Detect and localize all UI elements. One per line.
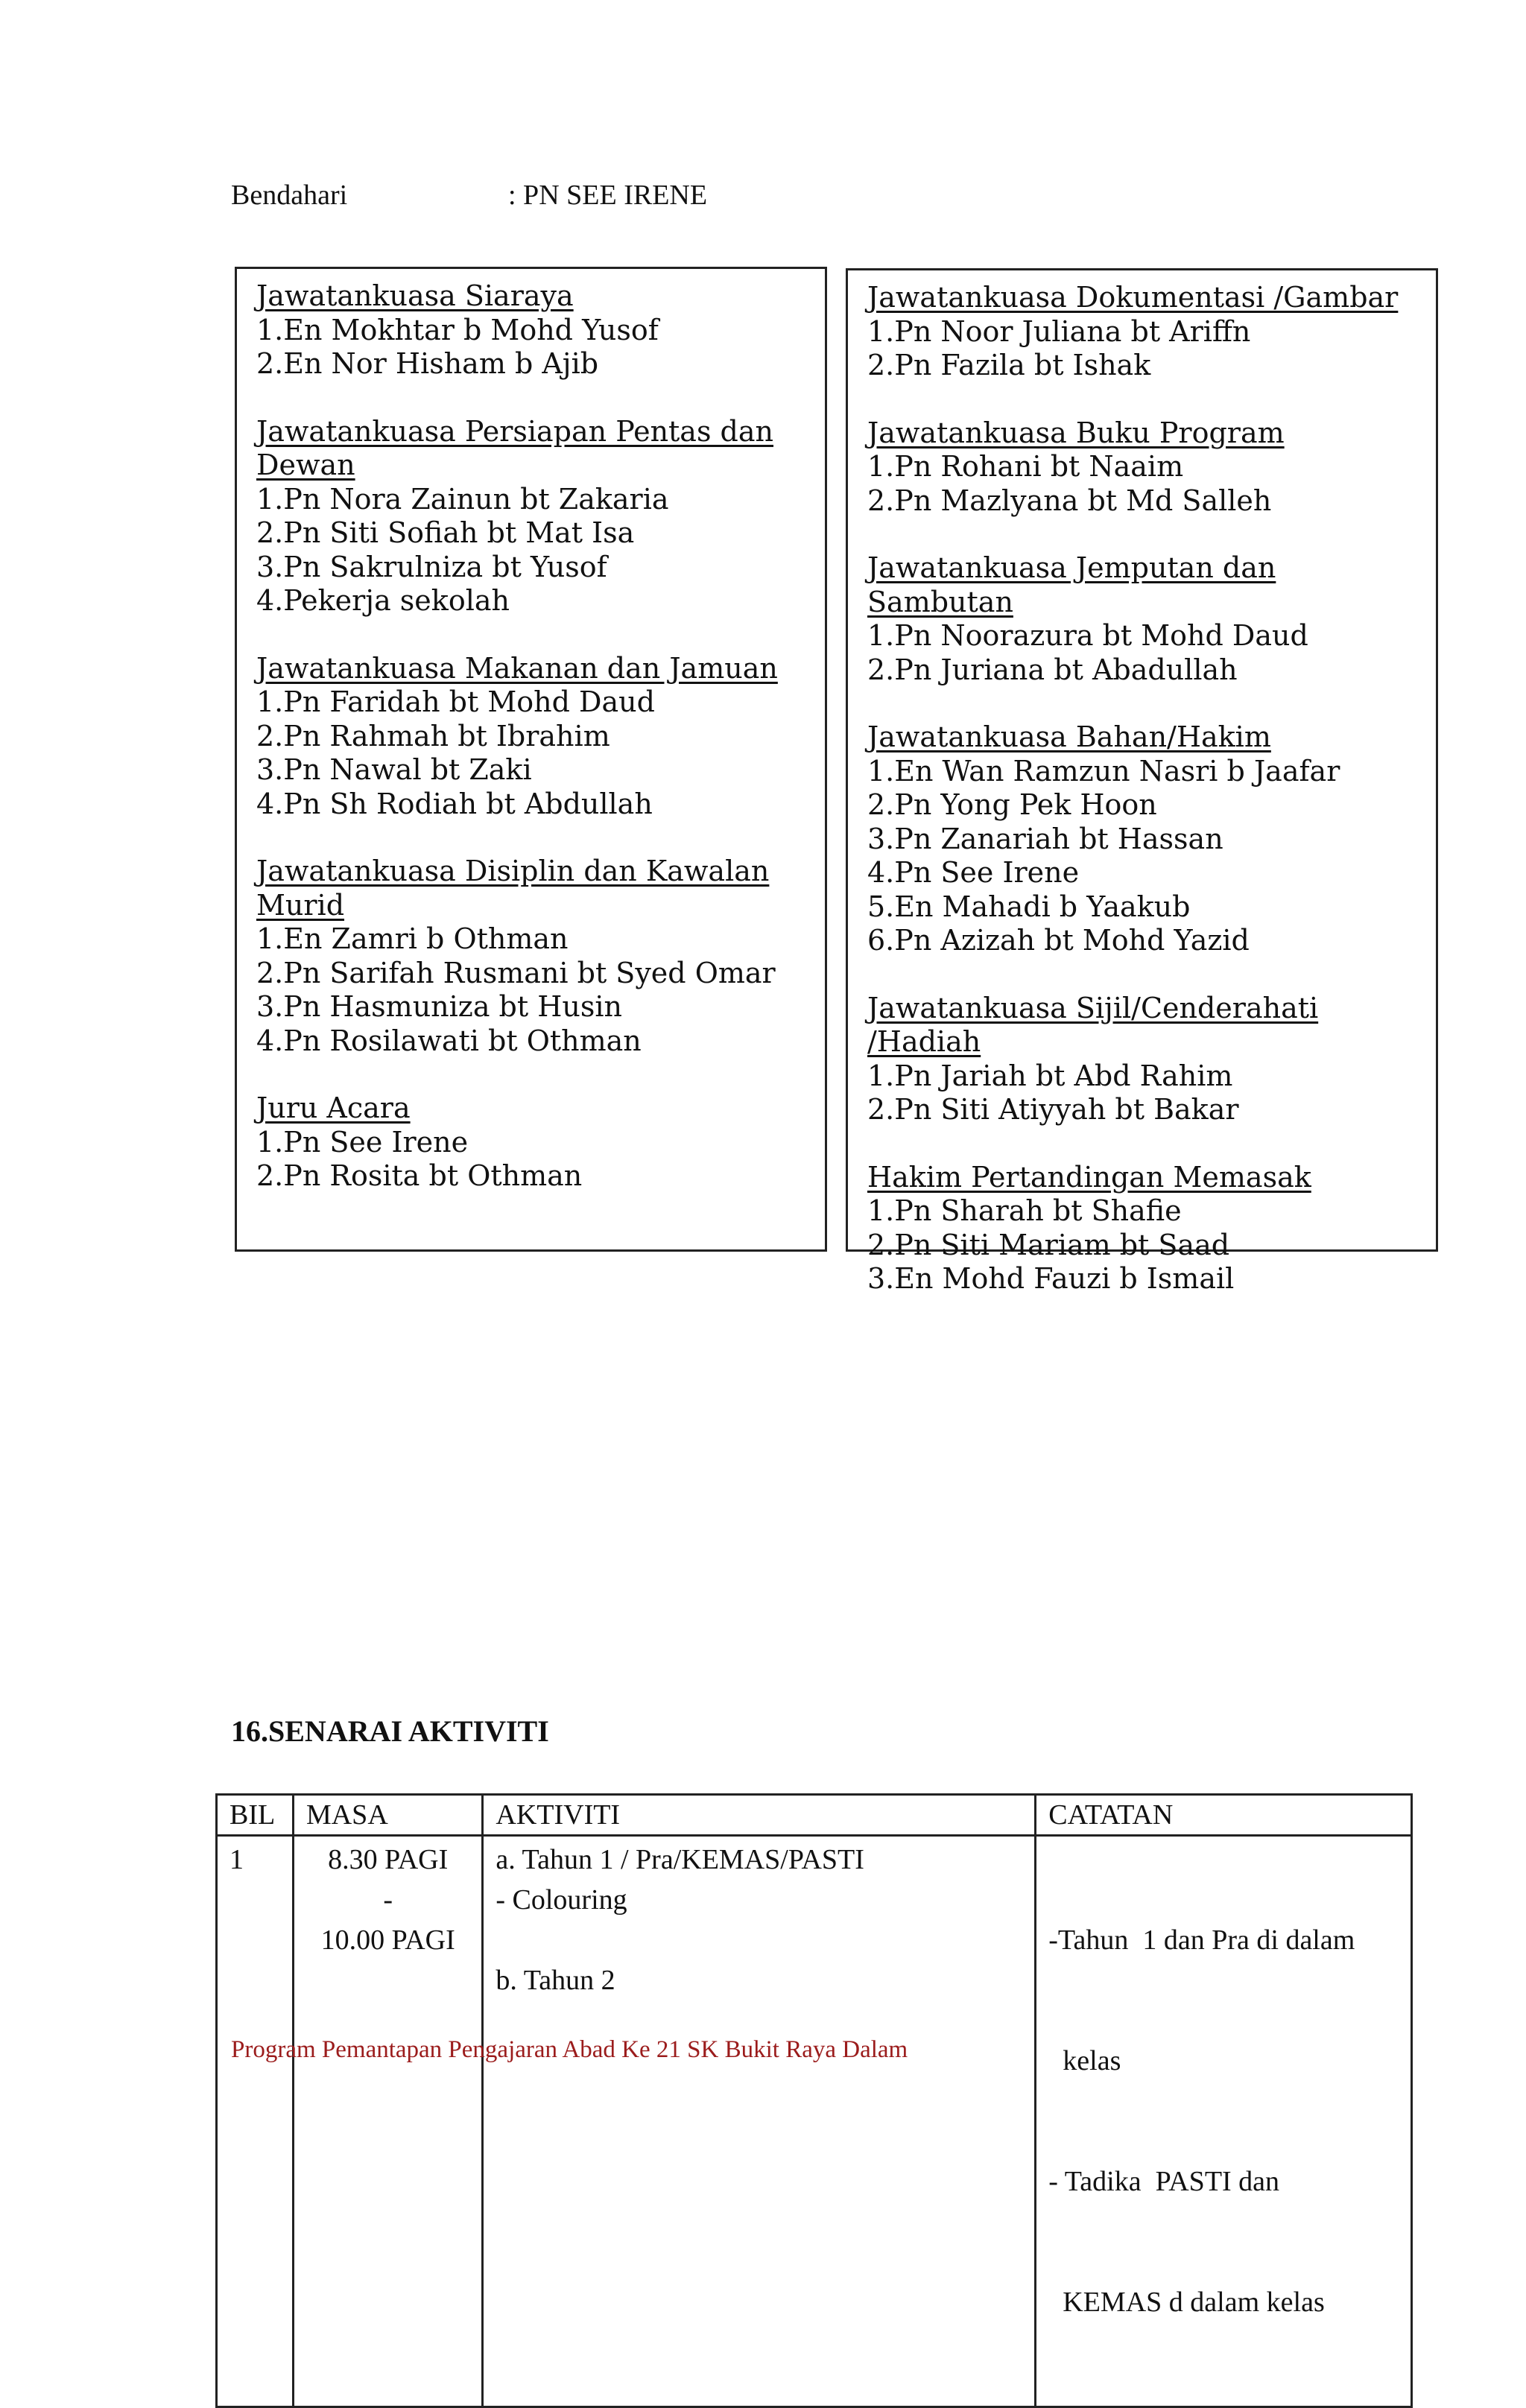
committee-member: 4.Pn See Irene (867, 856, 1080, 889)
committee-member: 3.Pn Nawal bt Zaki (256, 753, 532, 786)
committee-member: 2.En Nor Hisham b Ajib (256, 347, 599, 380)
committee-title: Jawatankuasa Buku Program (867, 416, 1285, 449)
committee-member: 1.En Mokhtar b Mohd Yusof (256, 313, 659, 346)
committee-member: 2.Pn Siti Mariam bt Saad (867, 1228, 1230, 1261)
committee-title: Murid (256, 888, 345, 922)
committee-member: 1.Pn Faridah bt Mohd Daud (256, 685, 655, 718)
committee-title: Jawatankuasa Siaraya (256, 279, 574, 312)
committee-member: 2.Pn Yong Pek Hoon (867, 788, 1157, 821)
committee-member: 1.Pn Noor Juliana bt Ariffn (867, 314, 1251, 348)
catatan-line: kelas (1048, 2045, 1121, 2076)
masa-line: - (383, 1884, 393, 1916)
committee-title: Juru Acara (256, 1091, 411, 1124)
aktiviti-line (496, 1920, 1022, 1960)
aktiviti-line: - Colouring (496, 1884, 627, 1916)
committee-member: 1.Pn Jariah bt Abd Rahim (867, 1059, 1233, 1092)
bendahari-value: : PN SEE IRENE (508, 180, 708, 211)
catatan-line: - Tadika PASTI dan (1048, 2166, 1280, 2197)
aktiviti-line: b. Tahun 2 (496, 1965, 615, 1996)
committee-group (256, 415, 805, 618)
committee-member: 2.Pn Sarifah Rusmani bt Syed Omar (256, 956, 776, 989)
committee-member: 1.Pn Sharah bt Shafie (867, 1194, 1182, 1227)
activity-table (215, 1793, 1413, 2408)
committee-group (867, 551, 1416, 687)
committee-box-right (846, 268, 1438, 1295)
committee-member: 4.Pn Rosilawati bt Othman (256, 1024, 642, 1057)
committee-member: 2.Pn Siti Sofiah bt Mat Isa (256, 516, 635, 549)
committee-member: 1.Pn Noorazura bt Mohd Daud (867, 619, 1308, 652)
committee-title: Jawatankuasa Sijil/Cenderahati /Hadiah (867, 991, 1319, 1058)
header-aktiviti: AKTIVITI (483, 1795, 1036, 1836)
committee-member: 1.Pn Rohani bt Naaim (867, 450, 1184, 483)
committee-member: 3.Pn Zanariah bt Hassan (867, 822, 1223, 855)
committee-group (867, 1161, 1416, 1296)
cell-aktiviti (483, 1836, 1036, 2407)
bendahari-row (231, 179, 708, 212)
catatan-line: -Tahun 1 dan Pra di dalam (1048, 1924, 1355, 1956)
committee-group (256, 279, 805, 381)
committee-member: 2.Pn Mazlyana bt Md Salleh (867, 484, 1272, 517)
header-bil: BIL (217, 1795, 294, 1836)
committee-group (867, 992, 1416, 1127)
committee-group (867, 416, 1416, 519)
committee-member: 3.Pn Hasmuniza bt Husin (256, 990, 622, 1023)
committee-group (256, 652, 805, 822)
catatan-line: KEMAS d dalam kelas (1048, 2287, 1325, 2318)
committee-member: 5.En Mahadi b Yaakub (867, 890, 1191, 923)
cell-bil: 1 (217, 1836, 294, 2407)
committee-member: 2.Pn Siti Atiyyah bt Bakar (867, 1093, 1239, 1126)
committee-member: 6.Pn Azizah bt Mohd Yazid (867, 924, 1250, 957)
committee-group (256, 1091, 805, 1194)
committee-group (256, 855, 805, 1058)
committee-group (867, 281, 1416, 383)
header-masa: MASA (293, 1795, 482, 1836)
masa-line (306, 1960, 469, 2000)
committee-member: 3.En Mohd Fauzi b Ismail (867, 1262, 1235, 1295)
committee-member: 1.En Zamri b Othman (256, 922, 569, 955)
committee-member: 2.Pn Rosita bt Othman (256, 1159, 583, 1192)
committee-title: Jawatankuasa Makanan dan Jamuan (256, 651, 778, 685)
table-header-row (217, 1795, 1412, 1836)
masa-line: 10.00 PAGI (320, 1924, 455, 1956)
committee-member: 2.Pn Juriana bt Abadullah (867, 653, 1238, 686)
committee-member: 2.Pn Fazila bt Ishak (867, 349, 1151, 381)
committee-title: Dewan (256, 449, 355, 481)
committee-member: 1.En Wan Ramzun Nasri b Jaafar (867, 754, 1340, 788)
committee-member: 4.Pn Sh Rodiah bt Abdullah (256, 787, 653, 820)
committee-box-left (235, 267, 827, 1252)
committee-group (867, 720, 1416, 958)
committee-member: 1.Pn Nora Zainun bt Zakaria (256, 482, 669, 516)
committee-title: Jawatankuasa Disiplin dan Kawalan (256, 855, 770, 887)
cell-catatan (1036, 1836, 1412, 2407)
cell-masa (293, 1836, 482, 2407)
header-catatan: CATATAN (1036, 1795, 1412, 1836)
committee-member: 2.Pn Rahmah bt Ibrahim (256, 719, 610, 752)
committee-title: Jawatankuasa Dokumentasi /Gambar (867, 281, 1399, 314)
section-title: 16.SENARAI AKTIVITI (231, 1714, 549, 1748)
masa-line: 8.30 PAGI (328, 1844, 449, 1875)
committee-member: 3.Pn Sakrulniza bt Yusof (256, 550, 607, 583)
page-footer: Program Pemantapan Pengajaran Abad Ke 21 SK Bukit Raya Dalam (231, 2036, 908, 2063)
committee-title: Jawatankuasa Jemputan dan Sambutan (867, 551, 1276, 618)
committee-member: 1.Pn See Irene (256, 1125, 469, 1159)
committee-member: 4.Pekerja sekolah (256, 584, 510, 617)
bendahari-label: Bendahari (231, 180, 348, 211)
committee-title: Hakim Pertandingan Memasak (867, 1160, 1311, 1194)
committee-title: Jawatankuasa Bahan/Hakim (867, 720, 1271, 753)
committee-title: Jawatankuasa Persiapan Pentas dan (256, 414, 774, 448)
aktiviti-line: a. Tahun 1 / Pra/KEMAS/PASTI (496, 1844, 864, 1875)
table-row (217, 1836, 1412, 2407)
